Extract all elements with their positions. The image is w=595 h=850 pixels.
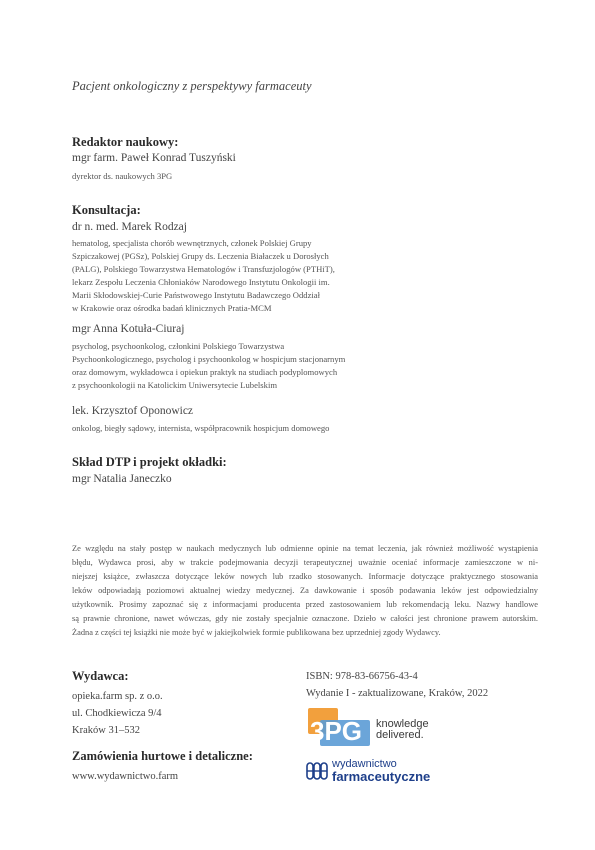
publisher-heading: Wydawca:	[72, 669, 129, 683]
consultant-1-name-block	[72, 221, 187, 233]
consultant-desc-line: Psychoonkologicznego, psycholog i psychoonkolog w hospicjum stacjonarnym	[72, 354, 346, 364]
logo-3pg-tagline-2: delivered.	[376, 729, 424, 741]
disclaimer-line: użytkownik. Prosimy zapoznać się z informacjami producenta przed zastosowaniem lub rekomendacją leku. Nazwy handlowe	[72, 600, 538, 609]
logo-wydawnictwo-farmaceutyczne	[306, 757, 446, 787]
editor-role: dyrektor ds. naukowych 3PG	[72, 171, 173, 181]
publisher-line: opieka.farm sp. z o.o.	[72, 691, 163, 702]
dtp-heading: Skład DTP i projekt okładki:	[72, 455, 227, 469]
consultant-name: mgr Anna Kotuła-Ciuraj	[72, 323, 185, 335]
logo-wf-line-1: wydawnictwo	[332, 758, 397, 770]
orders-url-block	[72, 768, 178, 785]
editor-section	[72, 135, 178, 150]
orders-heading: Zamówienia hurtowe i detaliczne:	[72, 749, 253, 763]
disclaimer-line: niejszej książce, zwłaszcza dotyczące leków nowych lub rzadko stosowanych. Informacje dotyczące praktycznego stosowania	[72, 572, 538, 581]
dtp-section	[72, 455, 227, 470]
consultant-3-name-block	[72, 405, 193, 417]
consultant-desc-line: Szpiczakowej (PGSz), Polskiej Grupy ds. Leczenia Białaczek u Dorosłych	[72, 251, 329, 261]
consultant-desc-line: lekarz Zespołu Leczenia Chłoniaków Narodowego Instytutu Onkologii im.	[72, 277, 330, 287]
pill-icon	[306, 760, 328, 782]
publisher-section	[72, 669, 128, 684]
consultant-desc-line: Marii Skłodowskiej-Curie Państwowego Instytutu Badawczego Oddział	[72, 290, 320, 300]
disclaimer-line: leków odpowiadają poziomowi aktualnej wiedzy medycznej. Za dawkowanie i sposób podawania leków jest odpowiedzialny	[72, 586, 538, 595]
consultant-2-name-block	[72, 323, 184, 335]
consultation-section	[72, 203, 141, 218]
editor-role-block	[72, 170, 172, 183]
publisher-line: Kraków 31–532	[72, 725, 140, 736]
logo-3pg-mark: 3PG	[310, 716, 363, 746]
consultant-desc-line: (PALG), Polskiego Towarzystwa Hematologów i Transfuzjologów (PTHiT),	[72, 264, 335, 274]
logo-3pg-tagline	[376, 719, 429, 741]
editor-name-block	[72, 152, 236, 164]
logo-3pg	[306, 706, 436, 750]
edition: Wydanie I - zaktualizowane, Kraków, 2022	[306, 688, 489, 699]
editor-name: mgr farm. Paweł Konrad Tuszyński	[72, 152, 236, 164]
disclaimer-line: błędu, Wydawca prosi, aby w trakcie podejmowania decyzji terapeutycznej uważnie oceniać informacje zamieszczone w ni-	[72, 558, 538, 567]
disclaimer-line: Żadna z części tej książki nie może być w jakiejkolwiek formie publikowana bez uprzedniej zgody Wydawcy.	[72, 628, 441, 637]
consultant-3-desc	[72, 422, 329, 435]
isbn-block	[306, 668, 488, 702]
consultant-name: lek. Krzysztof Oponowicz	[72, 405, 194, 417]
consultation-heading: Konsultacja:	[72, 203, 141, 217]
consultant-desc-line: z psychoonkologii na Katolickim Uniwersytecie Lubelskim	[72, 380, 278, 390]
consultant-desc-line: onkolog, biegły sądowy, internista, współpracownik hospicjum domowego	[72, 423, 330, 433]
publisher-line: ul. Chodkiewicza 9/4	[72, 708, 162, 719]
logo-3pg-tagline-1: knowledge	[376, 718, 429, 730]
disclaimer	[72, 542, 538, 640]
logo-wf-line-2: farmaceutyczne	[332, 769, 431, 784]
book-title: Pacjent onkologiczny z perspektywy farmaceuty	[72, 79, 312, 93]
consultant-1-desc	[72, 237, 335, 315]
isbn: ISBN: 978-83-66756-43-4	[306, 671, 418, 682]
orders-section	[72, 749, 253, 764]
orders-url[interactable]: www.wydawnictwo.farm	[72, 771, 179, 782]
disclaimer-line: Ze względu na stały postęp w naukach medycznych lub odmienne opinie na temat leczenia, jak również możliwość wystąpienia	[72, 544, 538, 553]
disclaimer-line: są prawnie chronione, nawet wówczas, gdy nie zostały specjalnie oznaczone. Dzieło w całości jest chronione prawem autorskim.	[72, 614, 538, 623]
consultant-desc-line: w Krakowie oraz ośrodka badań klinicznych Pratia-MCM	[72, 303, 272, 313]
editor-heading: Redaktor naukowy:	[72, 135, 179, 149]
consultant-2-desc	[72, 340, 345, 392]
dtp-name: mgr Natalia Janeczko	[72, 473, 172, 485]
consultant-desc-line: psycholog, psychoonkolog, członkini Polskiego Towarzystwa	[72, 341, 285, 351]
consultant-desc-line: oraz domowym, wykładowca i opiekun praktyk na studiach podyplomowych	[72, 367, 338, 377]
consultant-desc-line: hematolog, specjalista chorób wewnętrznych, członek Polskiej Grupy	[72, 238, 312, 248]
publisher-address	[72, 688, 163, 739]
dtp-name-block	[72, 473, 172, 485]
consultant-name: dr n. med. Marek Rodzaj	[72, 221, 187, 233]
